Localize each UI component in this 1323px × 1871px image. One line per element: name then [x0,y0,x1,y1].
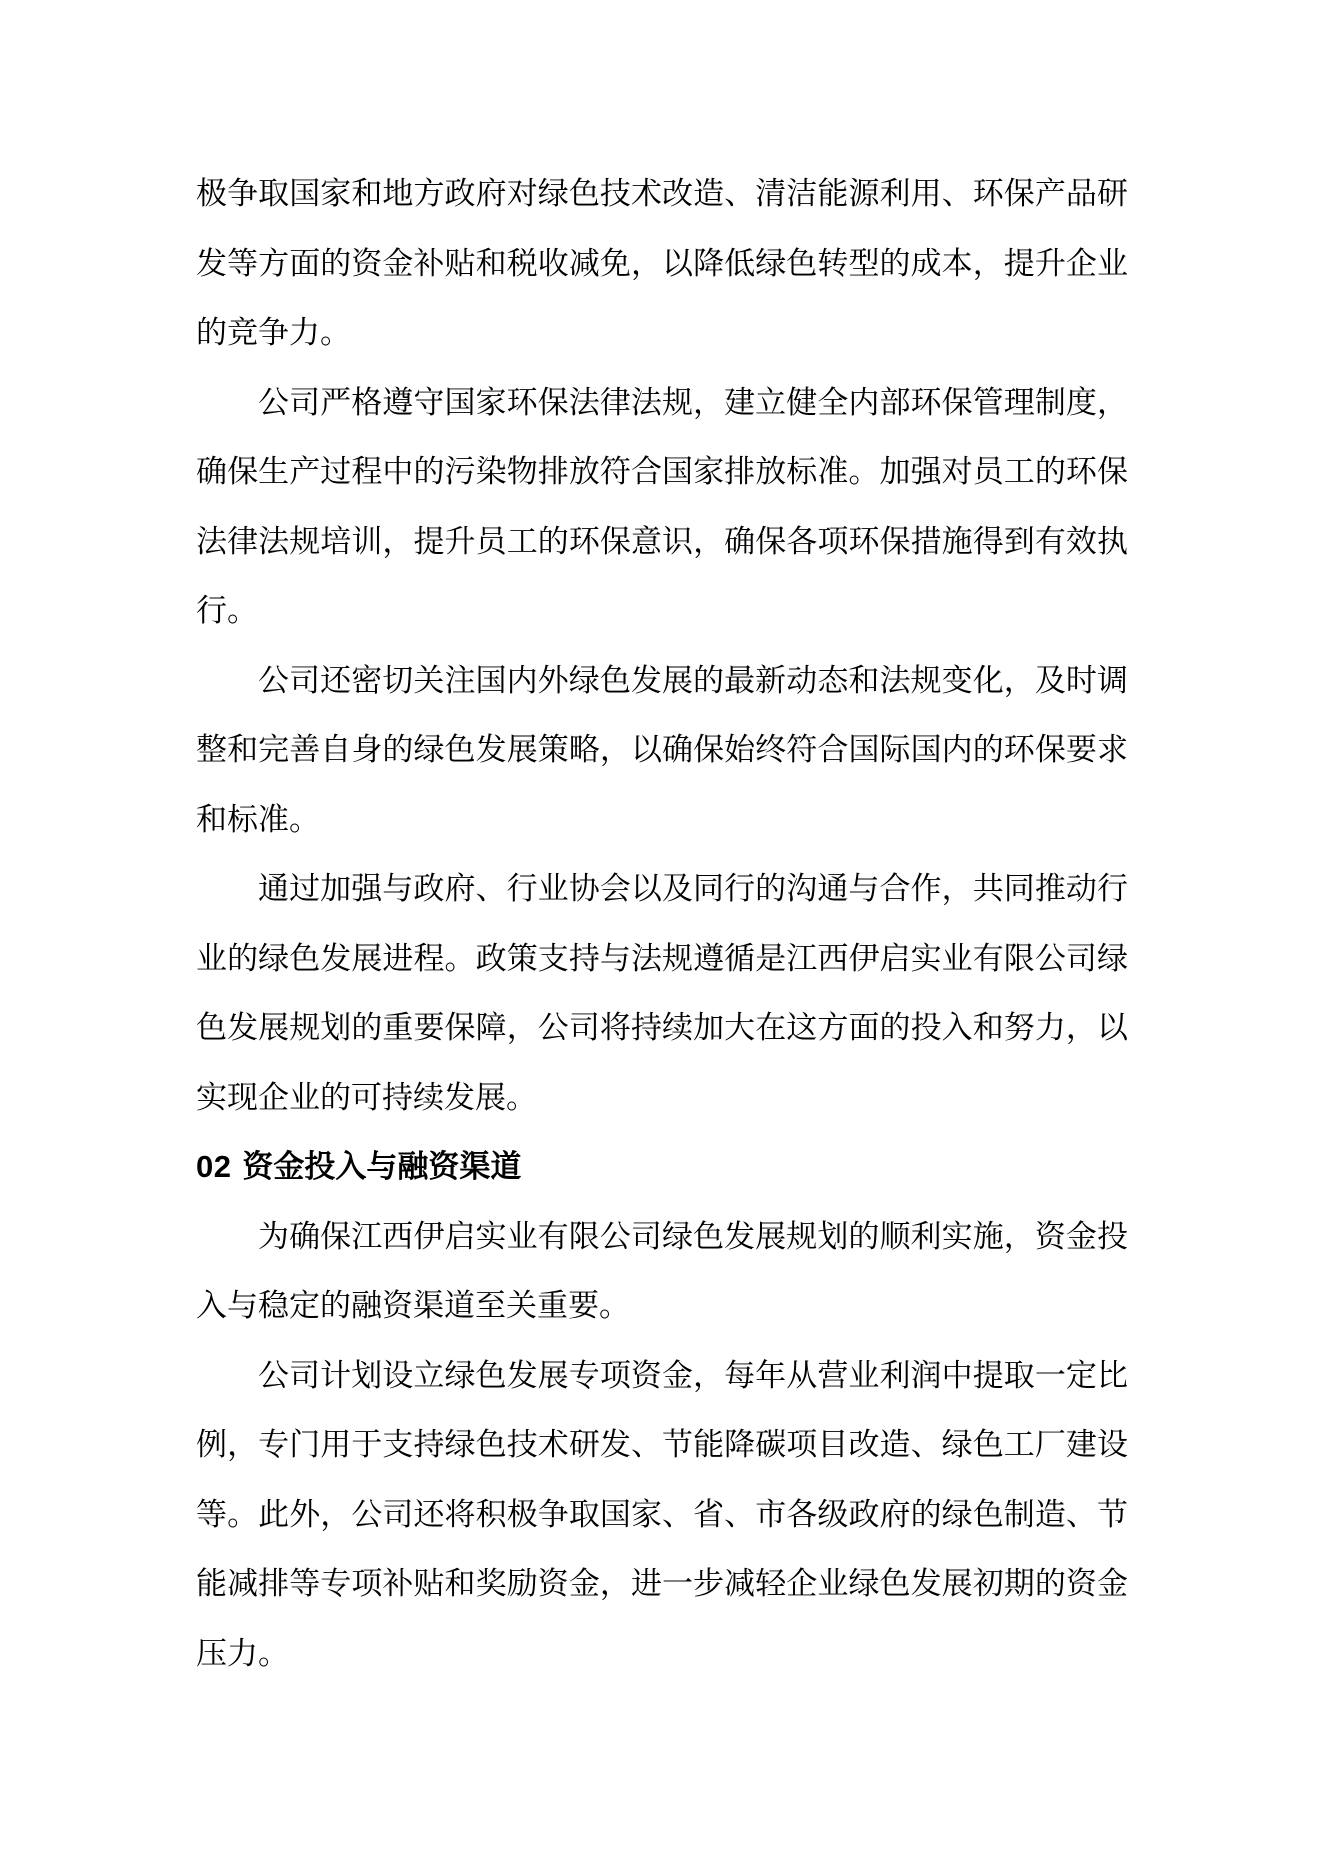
paragraph-monitoring-regulations: 公司还密切关注国内外绿色发展的最新动态和法规变化，及时调整和完善自身的绿色发展策略，以确保始终符合国际国内的环保要求和标准。 [196,662,1128,837]
paragraph-policy-subsidy-continuation: 极争取国家和地方政府对绿色技术改造、清洁能源利用、环保产品研发等方面的资金补贴和税收减免，以降低绿色转型的成本，提升企业的竞争力。 [196,176,1128,350]
paragraph-cooperation-guarantee: 通过加强与政府、行业协会以及同行的沟通与合作，共同推动行业的绿色发展进程。政策支持与法规遵循是江西伊启实业有限公司绿色发展规划的重要保障，公司将持续加大在这方面的投入和努力，以实现企业的可持续发展。 [196,871,1128,1115]
section-heading [196,1132,1128,1202]
section-heading-title: 资金投入与融资渠道 [242,1149,522,1184]
paragraph-funding-importance: 为确保江西伊启实业有限公司绿色发展规划的顺利实施，资金投入与稳定的融资渠道至关重要。 [196,1218,1128,1323]
paragraph-special-fund-plan: 公司计划设立绿色发展专项资金，每年从营业利润中提取一定比例，专门用于支持绿色技术研发、节能降碳项目改造、绿色工厂建设等。此外，公司还将积极争取国家、省、市各级政府的绿色制造、节能减排等专项补贴和奖励资金，进一步减轻企业绿色发展初期的资金压力。 [196,1357,1128,1671]
document-body [196,159,1128,1688]
section-heading-number: 02 [196,1149,232,1184]
paragraph-environmental-compliance: 公司严格遵守国家环保法律法规，建立健全内部环保管理制度，确保生产过程中的污染物排放符合国家排放标准。加强对员工的环保法律法规培训，提升员工的环保意识，确保各项环保措施得到有效执行。 [196,384,1128,628]
